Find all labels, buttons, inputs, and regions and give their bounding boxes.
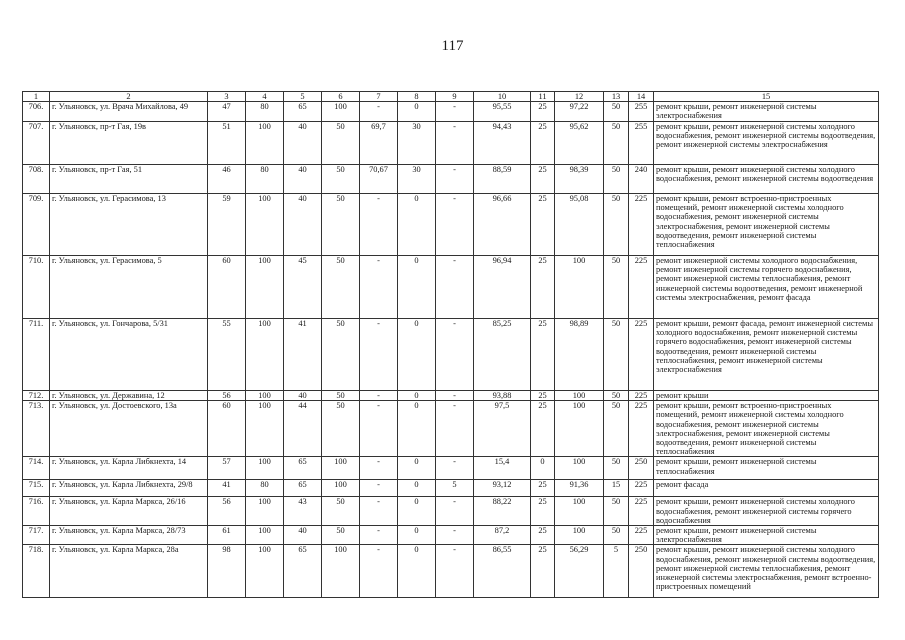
page-number: 117 (441, 38, 464, 54)
works-list: ремонт крыши, ремонт инженерной системы теплоснабжения (654, 457, 879, 480)
works-list: ремонт крыши, ремонт инженерной системы холодного водоснабжения, ремонт инженерной системы водоотведения, ремонт инженерной системы теплоснабжения, ремонт инженерной системы электроснабжения, ремонт встроенно-пристроенных помещений (654, 545, 879, 598)
col-9: - (436, 256, 474, 319)
col-8: 0 (398, 480, 436, 497)
table-row (23, 122, 879, 165)
col-9: - (436, 457, 474, 480)
column-number: 7 (360, 92, 398, 102)
row-number: 708. (23, 165, 50, 194)
col-6: 50 (322, 256, 360, 319)
table-row (23, 401, 879, 457)
col-9: - (436, 545, 474, 598)
col-4: 100 (246, 256, 284, 319)
col-14: 225 (629, 256, 654, 319)
col-12: 91,36 (555, 480, 604, 497)
column-number: 3 (208, 92, 246, 102)
col-6: 50 (322, 122, 360, 165)
col-4: 100 (246, 194, 284, 256)
col-10: 93,88 (474, 391, 531, 401)
col-5: 40 (284, 122, 322, 165)
address: г. Ульяновск, ул. Карла Маркса, 28а (50, 545, 208, 598)
col-13: 50 (604, 457, 629, 480)
row-number: 716. (23, 497, 50, 526)
col-3: 56 (208, 497, 246, 526)
address: г. Ульяновск, ул. Герасимова, 13 (50, 194, 208, 256)
works-list: ремонт крыши, ремонт инженерной системы холодного водоснабжения, ремонт инженерной системы горячего водоснабжения (654, 497, 879, 526)
col-14: 250 (629, 545, 654, 598)
col-7: 69,7 (360, 122, 398, 165)
col-12: 97,22 (555, 102, 604, 122)
col-4: 100 (246, 319, 284, 391)
col-10: 93,12 (474, 480, 531, 497)
register-table (22, 91, 879, 598)
col-7: - (360, 480, 398, 497)
col-12: 100 (555, 457, 604, 480)
col-13: 50 (604, 165, 629, 194)
column-number: 6 (322, 92, 360, 102)
col-3: 46 (208, 165, 246, 194)
col-9: - (436, 391, 474, 401)
col-14: 250 (629, 457, 654, 480)
col-13: 50 (604, 122, 629, 165)
table-row (23, 391, 879, 401)
col-12: 100 (555, 391, 604, 401)
table-row (23, 480, 879, 497)
row-number: 710. (23, 256, 50, 319)
col-6: 50 (322, 319, 360, 391)
column-number-row (23, 92, 879, 102)
col-12: 98,39 (555, 165, 604, 194)
col-7: - (360, 497, 398, 526)
col-9: - (436, 102, 474, 122)
col-8: 0 (398, 526, 436, 545)
col-13: 50 (604, 401, 629, 457)
address: г. Ульяновск, пр-т Гая, 19в (50, 122, 208, 165)
works-list: ремонт крыши, ремонт встроенно-пристроенных помещений, ремонт инженерной системы холодного водоснабжения, ремонт инженерной системы электроснабжения, ремонт инженерной системы водоотведения, ремонт инженерной системы теплоснабжения (654, 194, 879, 256)
col-11: 25 (531, 526, 555, 545)
col-10: 95,55 (474, 102, 531, 122)
col-6: 50 (322, 391, 360, 401)
row-number: 707. (23, 122, 50, 165)
col-11: 25 (531, 194, 555, 256)
works-list: ремонт крыши, ремонт фасада, ремонт инженерной системы холодного водоснабжения, ремонт инженерной системы горячего водоснабжения, ремонт инженерной системы водоотведения, ремонт инженерной системы теплоснабжения, ремонт инженерной системы электроснабжения (654, 319, 879, 391)
column-number: 5 (284, 92, 322, 102)
column-number: 2 (50, 92, 208, 102)
table-row (23, 545, 879, 598)
col-6: 100 (322, 480, 360, 497)
col-14: 225 (629, 194, 654, 256)
col-7: - (360, 457, 398, 480)
col-11: 25 (531, 102, 555, 122)
row-number: 712. (23, 391, 50, 401)
col-5: 40 (284, 526, 322, 545)
col-6: 50 (322, 526, 360, 545)
col-10: 88,59 (474, 165, 531, 194)
column-number: 10 (474, 92, 531, 102)
col-11: 25 (531, 319, 555, 391)
col-4: 100 (246, 497, 284, 526)
col-13: 50 (604, 319, 629, 391)
col-4: 100 (246, 391, 284, 401)
table-row (23, 102, 879, 122)
col-5: 65 (284, 545, 322, 598)
col-6: 50 (322, 497, 360, 526)
col-13: 50 (604, 256, 629, 319)
col-9: - (436, 165, 474, 194)
col-8: 0 (398, 102, 436, 122)
col-13: 5 (604, 545, 629, 598)
col-6: 100 (322, 545, 360, 598)
col-4: 100 (246, 401, 284, 457)
col-5: 65 (284, 480, 322, 497)
col-7: - (360, 391, 398, 401)
col-12: 56,29 (555, 545, 604, 598)
col-14: 225 (629, 401, 654, 457)
col-6: 50 (322, 401, 360, 457)
address: г. Ульяновск, ул. Карла Либкнехта, 29/8 (50, 480, 208, 497)
address: г. Ульяновск, ул. Карла Либкнехта, 14 (50, 457, 208, 480)
col-5: 40 (284, 165, 322, 194)
column-number: 14 (629, 92, 654, 102)
row-number: 713. (23, 401, 50, 457)
col-10: 88,22 (474, 497, 531, 526)
works-list: ремонт инженерной системы холодного водоснабжения, ремонт инженерной системы горячего водоснабжения, ремонт инженерной системы теплоснабжения, ремонт инженерной системы водоотведения, ремонт инженерной системы электроснабжения, ремонт фасада (654, 256, 879, 319)
col-11: 25 (531, 122, 555, 165)
col-5: 43 (284, 497, 322, 526)
table-row (23, 319, 879, 391)
col-11: 25 (531, 545, 555, 598)
col-11: 25 (531, 256, 555, 319)
column-number: 13 (604, 92, 629, 102)
row-number: 715. (23, 480, 50, 497)
col-3: 60 (208, 256, 246, 319)
column-number: 12 (555, 92, 604, 102)
col-5: 41 (284, 319, 322, 391)
col-8: 0 (398, 457, 436, 480)
col-3: 47 (208, 102, 246, 122)
address: г. Ульяновск, ул. Державина, 12 (50, 391, 208, 401)
col-6: 50 (322, 165, 360, 194)
col-12: 100 (555, 497, 604, 526)
col-3: 57 (208, 457, 246, 480)
column-number: 1 (23, 92, 50, 102)
col-4: 100 (246, 526, 284, 545)
col-9: - (436, 497, 474, 526)
col-11: 25 (531, 391, 555, 401)
col-13: 50 (604, 391, 629, 401)
address: г. Ульяновск, пр-т Гая, 51 (50, 165, 208, 194)
col-4: 80 (246, 165, 284, 194)
row-number: 706. (23, 102, 50, 122)
works-list: ремонт крыши, ремонт встроенно-пристроенных помещений, ремонт инженерной системы холодного водоснабжения, ремонт инженерной системы электроснабжения, ремонт инженерной системы водоотведения, ремонт инженерной системы теплоснабжения (654, 401, 879, 457)
column-number: 4 (246, 92, 284, 102)
col-3: 61 (208, 526, 246, 545)
table-row (23, 457, 879, 480)
col-9: - (436, 122, 474, 165)
col-7: 70,67 (360, 165, 398, 194)
col-10: 15,4 (474, 457, 531, 480)
col-12: 95,62 (555, 122, 604, 165)
col-13: 50 (604, 497, 629, 526)
col-4: 100 (246, 545, 284, 598)
col-6: 100 (322, 102, 360, 122)
col-11: 25 (531, 165, 555, 194)
works-list: ремонт крыши, ремонт инженерной системы электроснабжения (654, 102, 879, 122)
col-11: 25 (531, 497, 555, 526)
col-4: 80 (246, 102, 284, 122)
col-14: 255 (629, 122, 654, 165)
col-8: 0 (398, 497, 436, 526)
col-8: 0 (398, 545, 436, 598)
address: г. Ульяновск, ул. Достоевского, 13а (50, 401, 208, 457)
col-7: - (360, 102, 398, 122)
row-number: 714. (23, 457, 50, 480)
col-14: 225 (629, 480, 654, 497)
column-number: 15 (654, 92, 879, 102)
works-list: ремонт крыши, ремонт инженерной системы холодного водоснабжения, ремонт инженерной системы водоотведения, ремонт инженерной системы электроснабжения (654, 122, 879, 165)
col-4: 100 (246, 457, 284, 480)
address: г. Ульяновск, ул. Гончарова, 5/31 (50, 319, 208, 391)
col-7: - (360, 401, 398, 457)
col-7: - (360, 319, 398, 391)
col-8: 0 (398, 194, 436, 256)
col-9: - (436, 319, 474, 391)
col-10: 96,94 (474, 256, 531, 319)
col-10: 94,43 (474, 122, 531, 165)
address: г. Ульяновск, ул. Врача Михайлова, 49 (50, 102, 208, 122)
works-list: ремонт крыши, ремонт инженерной системы холодного водоснабжения, ремонт инженерной системы водоотведения (654, 165, 879, 194)
col-5: 65 (284, 102, 322, 122)
col-3: 59 (208, 194, 246, 256)
col-14: 255 (629, 102, 654, 122)
col-3: 98 (208, 545, 246, 598)
works-list: ремонт фасада (654, 480, 879, 497)
col-12: 100 (555, 256, 604, 319)
col-14: 225 (629, 319, 654, 391)
col-10: 86,55 (474, 545, 531, 598)
col-7: - (360, 256, 398, 319)
col-8: 30 (398, 122, 436, 165)
col-12: 95,08 (555, 194, 604, 256)
col-6: 50 (322, 194, 360, 256)
col-7: - (360, 194, 398, 256)
row-number: 718. (23, 545, 50, 598)
row-number: 711. (23, 319, 50, 391)
col-7: - (360, 545, 398, 598)
col-7: - (360, 526, 398, 545)
col-10: 96,66 (474, 194, 531, 256)
col-6: 100 (322, 457, 360, 480)
col-13: 15 (604, 480, 629, 497)
col-13: 50 (604, 526, 629, 545)
col-9: - (436, 526, 474, 545)
col-3: 41 (208, 480, 246, 497)
col-10: 85,25 (474, 319, 531, 391)
col-14: 225 (629, 526, 654, 545)
table-row (23, 165, 879, 194)
col-5: 40 (284, 194, 322, 256)
col-10: 87,2 (474, 526, 531, 545)
col-3: 56 (208, 391, 246, 401)
column-number: 11 (531, 92, 555, 102)
col-11: 25 (531, 401, 555, 457)
row-number: 717. (23, 526, 50, 545)
col-12: 98,89 (555, 319, 604, 391)
col-11: 25 (531, 480, 555, 497)
col-9: 5 (436, 480, 474, 497)
col-8: 0 (398, 319, 436, 391)
col-11: 0 (531, 457, 555, 480)
row-number: 709. (23, 194, 50, 256)
col-13: 50 (604, 194, 629, 256)
col-3: 60 (208, 401, 246, 457)
col-4: 80 (246, 480, 284, 497)
col-5: 44 (284, 401, 322, 457)
col-14: 225 (629, 497, 654, 526)
col-12: 100 (555, 401, 604, 457)
works-list: ремонт крыши (654, 391, 879, 401)
table-row (23, 256, 879, 319)
col-3: 55 (208, 319, 246, 391)
col-4: 100 (246, 122, 284, 165)
col-8: 0 (398, 391, 436, 401)
col-8: 30 (398, 165, 436, 194)
col-14: 240 (629, 165, 654, 194)
col-5: 65 (284, 457, 322, 480)
col-12: 100 (555, 526, 604, 545)
col-13: 50 (604, 102, 629, 122)
address: г. Ульяновск, ул. Карла Маркса, 26/16 (50, 497, 208, 526)
col-14: 225 (629, 391, 654, 401)
works-list: ремонт крыши, ремонт инженерной системы электроснабжения (654, 526, 879, 545)
col-5: 45 (284, 256, 322, 319)
col-5: 40 (284, 391, 322, 401)
column-number: 8 (398, 92, 436, 102)
col-9: - (436, 194, 474, 256)
col-9: - (436, 401, 474, 457)
col-10: 97,5 (474, 401, 531, 457)
address: г. Ульяновск, ул. Герасимова, 5 (50, 256, 208, 319)
col-3: 51 (208, 122, 246, 165)
col-8: 0 (398, 256, 436, 319)
table-row (23, 526, 879, 545)
table-row (23, 497, 879, 526)
address: г. Ульяновск, ул. Карла Маркса, 28/73 (50, 526, 208, 545)
col-8: 0 (398, 401, 436, 457)
table-row (23, 194, 879, 256)
column-number: 9 (436, 92, 474, 102)
